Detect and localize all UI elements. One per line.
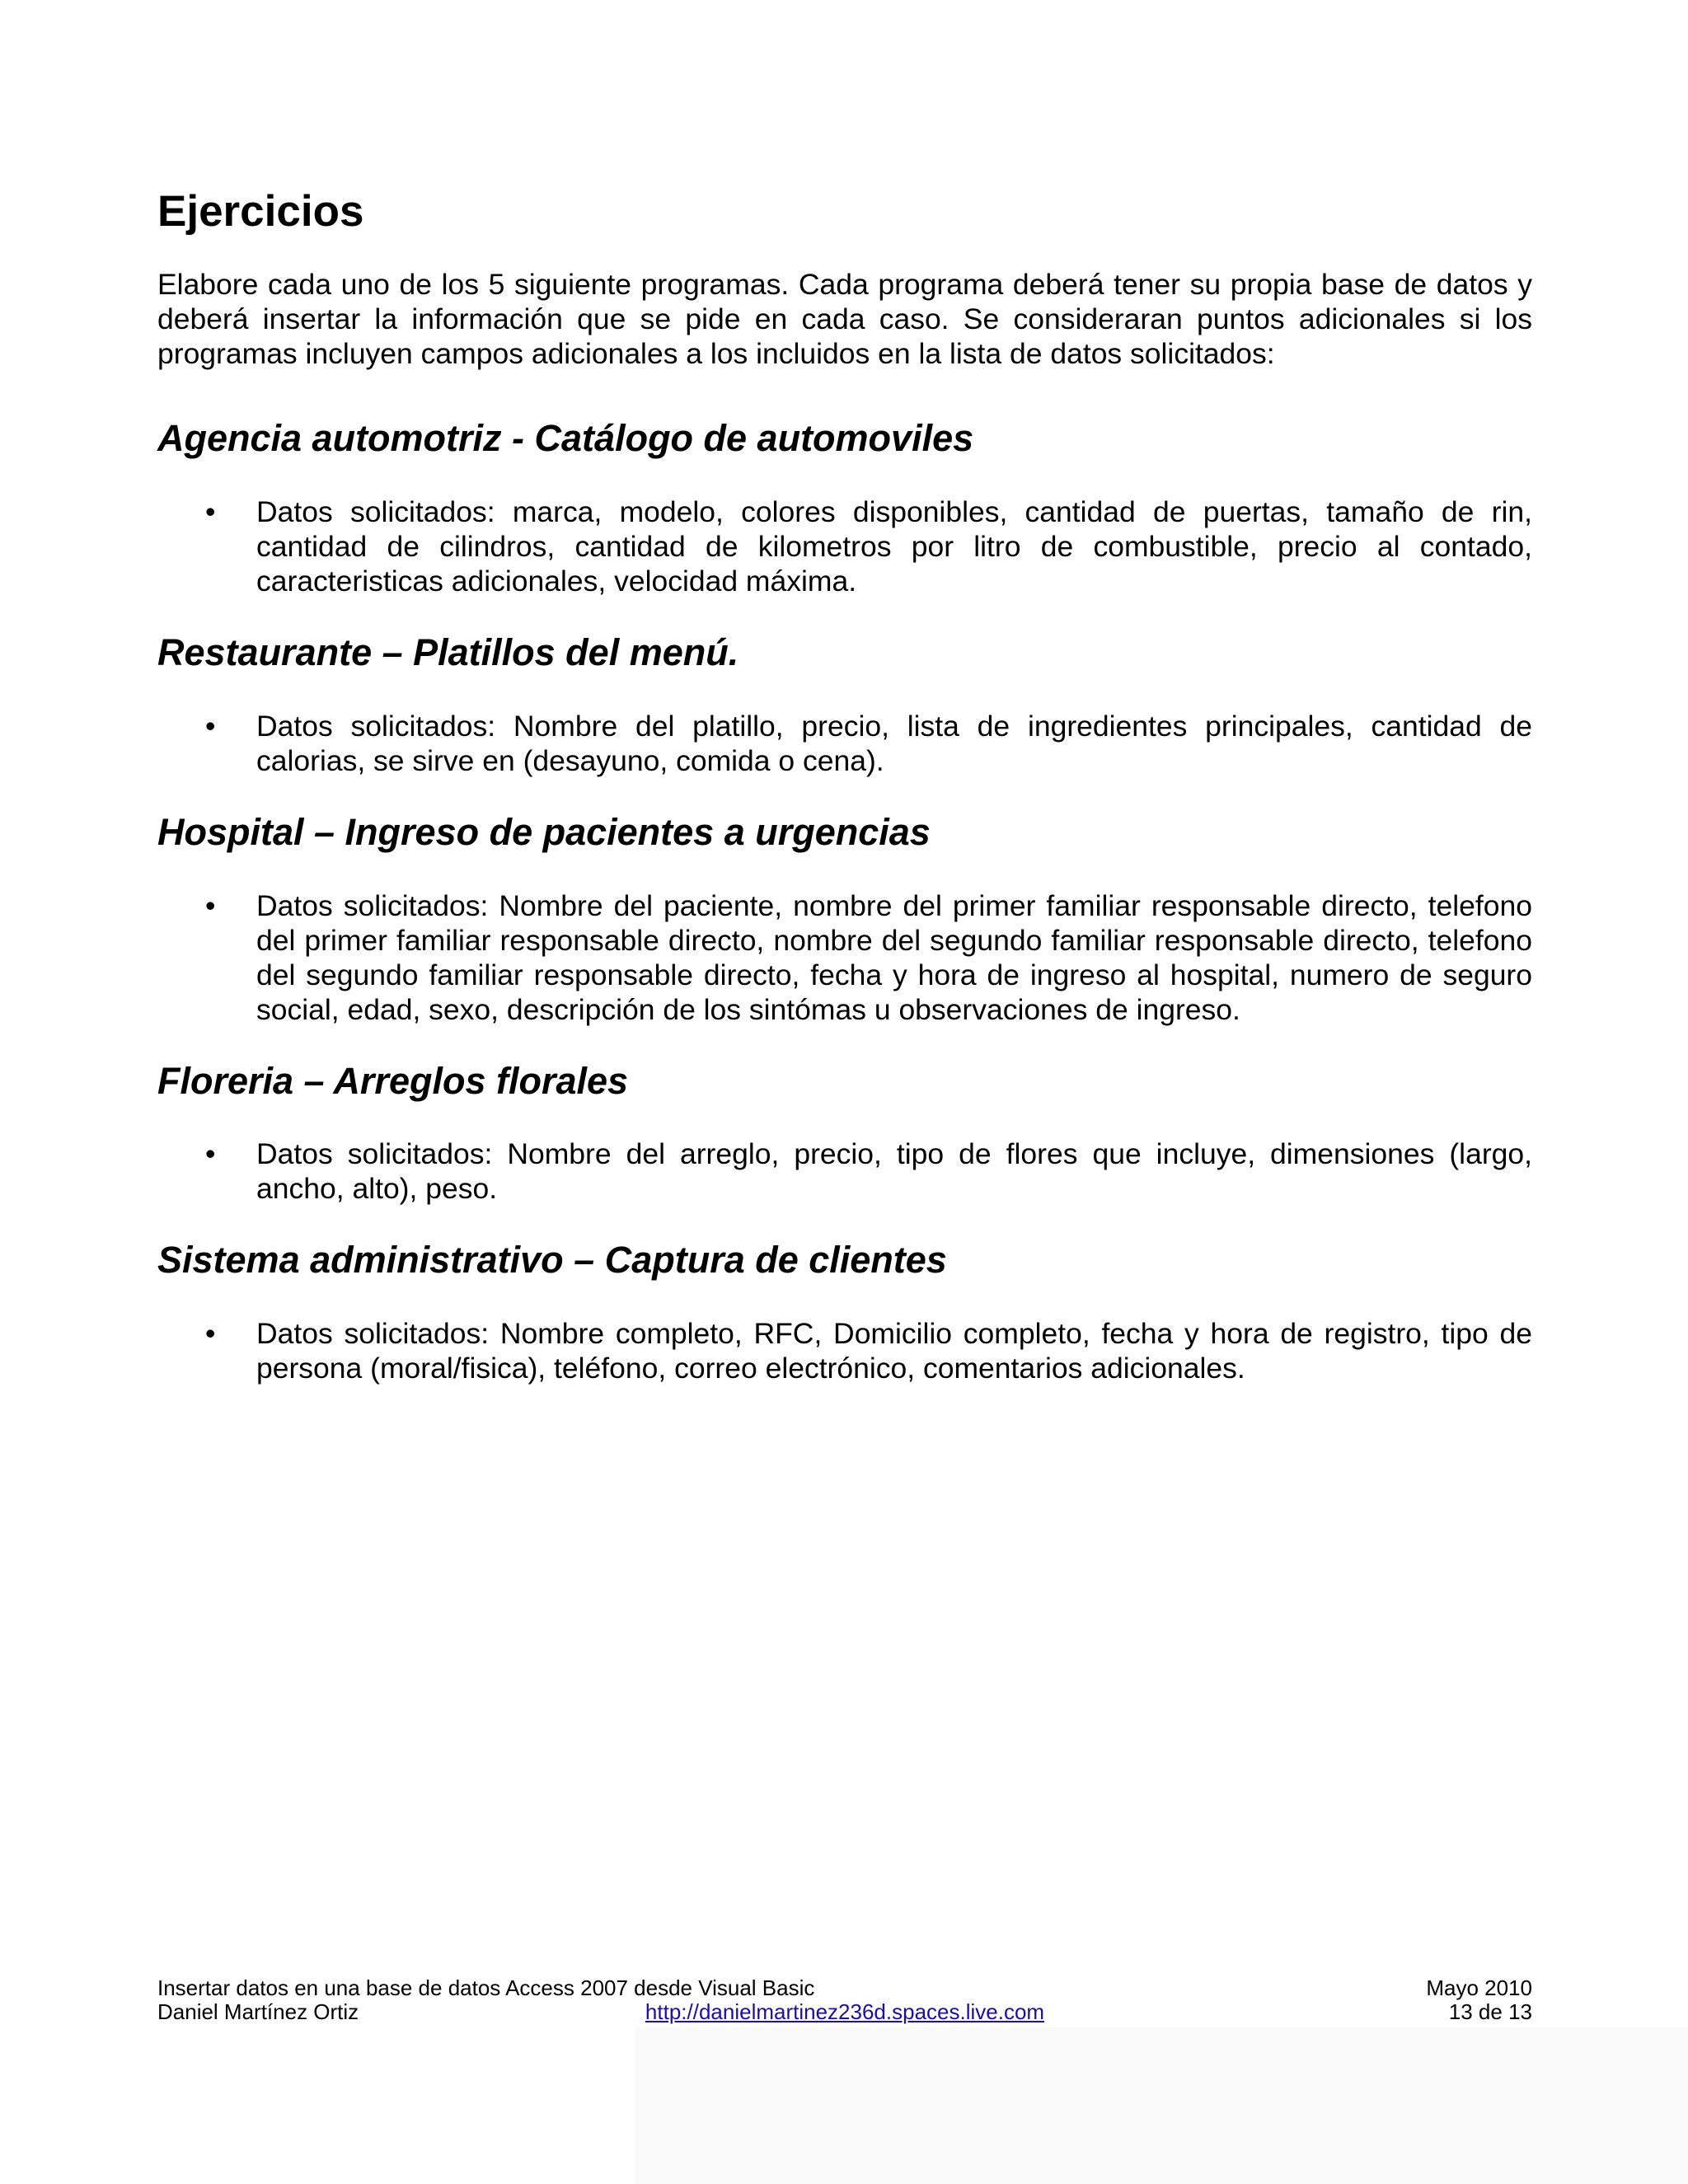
page-footer [157,1976,1532,2026]
bullet-list [157,888,1532,1027]
list-item [205,1137,1532,1206]
footer-link-wrapper [157,2000,1532,2024]
footer-date: Mayo 2010 [1426,1975,1532,2000]
list-item-text: Datos solicitados: Nombre del arreglo, precio, tipo de flores que incluye, dimensiones (largo, ancho, alto), peso. [256,1137,1532,1206]
document-body [157,188,1532,1418]
list-item [205,709,1532,778]
bullet-icon: • [205,888,216,922]
bullet-list [157,709,1532,778]
bullet-list [157,1137,1532,1206]
list-item-text: Datos solicitados: Nombre del platillo, precio, lista de ingredientes principales, cantidad de calorias, se sirve en (desayuno, comida o cena). [256,709,1532,777]
section-title: Agencia automotriz - Catálogo de automoviles [157,417,974,460]
section-agencia [157,417,1532,598]
section-hospital [157,811,1532,1027]
list-item-text: Datos solicitados: marca, modelo, colores disponibles, cantidad de puertas, tamaño de rin, cantidad de cilindros, cantidad de kilometros por litro de combustible, precio al contado, caracteristicas adicionales, velocidad máxima. [256,495,1532,598]
list-item [205,1316,1532,1385]
bullet-icon: • [205,495,216,529]
section-sistema-administrativo [157,1239,1532,1385]
footer-doc-title: Insertar datos en una base de datos Access 2007 desde Visual Basic [157,1975,815,2000]
list-item [205,888,1532,1027]
page-shadow [635,2027,1688,2184]
page-title: Ejercicios [157,187,364,236]
footer-url-link[interactable]: http://danielmartinez236d.spaces.live.com [645,1999,1045,2024]
list-item [205,494,1532,598]
section-title: Restaurante – Platillos del menú. [157,631,739,674]
list-item-text: Datos solicitados: Nombre del paciente, nombre del primer familiar responsable directo, telefono del primer familiar responsable directo, nombre del segundo familiar responsable directo, telefono del segundo familiar responsable directo, fecha y hora de ingreso al hospital, numero de seguro social, edad, sexo, descripción de los sintómas u observaciones de ingreso. [256,888,1532,1026]
bullet-icon: • [205,709,216,743]
footer-right [1426,1976,1532,2024]
section-restaurante [157,631,1532,778]
footer-author: Daniel Martínez Ortiz [157,1999,359,2024]
list-item-text: Datos solicitados: Nombre completo, RFC, Domicilio completo, fecha y hora de registro, tipo de persona (moral/fisica), teléfono, correo electrónico, comentarios adicionales. [256,1317,1532,1385]
section-title: Hospital – Ingreso de pacientes a urgencias [157,810,931,853]
intro-paragraph: Elabore cada uno de los 5 siguiente programas. Cada programa deberá tener su propia base de datos y deberá insertar la información que se pide en cada caso. Se consideraran puntos adicionales si los programas incluyen campos adicionales a los incluidos en la lista de datos solicitados: [157,268,1532,371]
section-floreria [157,1060,1532,1207]
bullet-list [157,1316,1532,1385]
bullet-list [157,494,1532,598]
section-title: Sistema administrativo – Captura de clientes [157,1239,947,1282]
section-title: Floreria – Arreglos florales [157,1059,629,1102]
bullet-icon: • [205,1317,216,1351]
footer-page-number: 13 de 13 [1448,1999,1532,2024]
bullet-icon: • [205,1137,216,1171]
